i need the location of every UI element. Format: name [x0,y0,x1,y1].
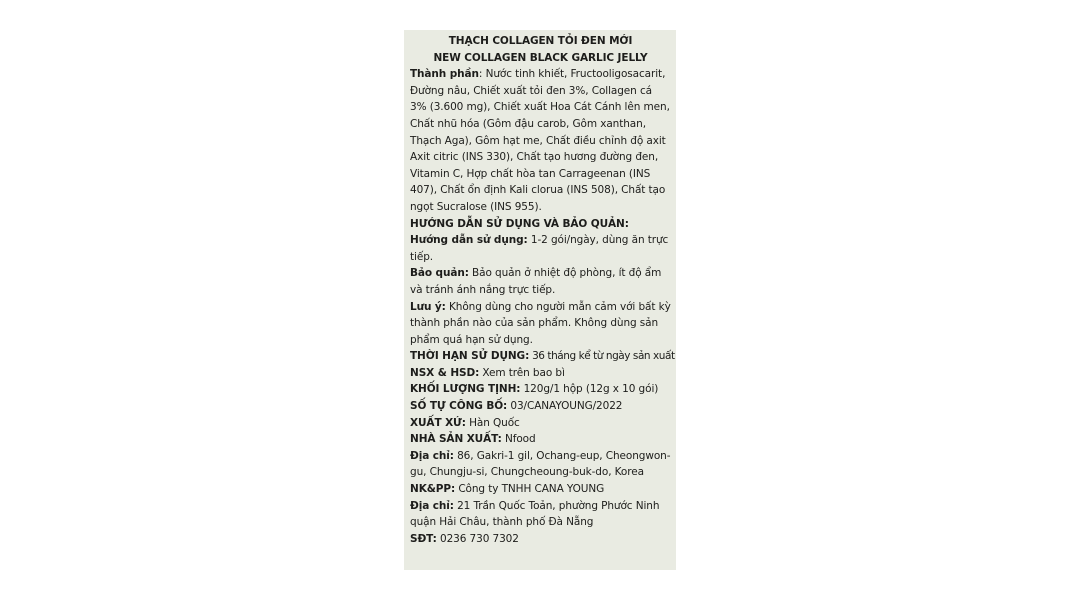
ingredients [410,66,671,215]
mfg-exp-text: Xem trên bao bì [479,366,565,379]
product-label [404,30,676,570]
manufacturer-address-text: 86, Gakri-1 gil, Ochang-eup, Cheongwon-gu, Chungju-si, Chungcheoung-buk-do, Korea [410,449,671,479]
net-weight-label: KHỐI LƯỢNG TỊNH: [410,383,521,396]
storage [410,265,671,298]
storage-label: Bảo quản: [410,267,469,280]
origin-label: XUẤT XỨ: [410,416,466,429]
note [410,299,671,349]
declaration-label: SỐ TỰ CÔNG BỐ: [410,400,508,413]
importer-label: NK&PP: [410,483,456,496]
manufacturer-label: NHÀ SẢN XUẤT: [410,433,502,446]
importer-address-label: Địa chỉ: [410,499,454,512]
title-english: NEW COLLAGEN BLACK GARLIC JELLY [433,51,648,64]
shelf-life-label: THỜI HẠN SỬ DỤNG: [410,350,530,363]
importer-address [410,498,671,531]
importer [410,481,671,498]
storage-text: Bảo quản ở nhiệt độ phòng, ít độ ẩm và tránh ánh nắng trực tiếp. [410,267,662,296]
ingredients-text: : Nước tinh khiết, Fructooligosacarit, Đường nâu, Chiết xuất tỏi đen 3%, Collagen cá 3% (3.600 mg), Chiết xuất Hoa Cát Cánh lên men, Chất nhũ hóa (Gôm đậu carob, Gôm xanthan, Thạch Aga), Gôm hạt me, Chất điều chỉnh độ axit Axit citric (INS 330), Chất tạo hương đường đen, Vitamin C, Hợp chất hòa tan Carrageenan (INS 407), Chất ổn định Kali clorua (INS 508), Chất tạo ngọt Sucralose (INS 955). [410,68,670,213]
manufacturer-text: Nfood [501,433,536,446]
usage-text: 1-2 gói/ngày, dùng ăn trực tiếp. [410,234,669,263]
mfg-exp-date [410,365,671,382]
instructions-heading: HƯỚNG DẪN SỬ DỤNG VÀ BẢO QUẢN: [410,217,629,230]
usage [410,232,671,265]
shelf-life [410,348,675,365]
manufacturer-address [410,448,671,481]
phone [410,531,671,548]
importer-text: Công ty TNHH CANA YOUNG [455,483,605,496]
manufacturer [410,431,671,448]
ingredients-label: Thành phần [410,68,479,81]
note-label: Lưu ý: [410,300,446,313]
manufacturer-address-label: Địa chỉ: [410,449,454,462]
origin [410,415,671,432]
phone-text: 0236 730 7302 [436,532,519,545]
mfg-exp-label: NSX & HSD: [410,366,480,379]
phone-label: SĐT: [410,532,437,545]
net-weight-text: 120g/1 hộp (12g x 10 gói) [520,383,659,396]
net-weight [410,381,671,398]
note-text: Không dùng cho người mẫn cảm với bất kỳ thành phần nào của sản phẩm. Không dùng sản phẩm quá hạn sử dụng. [410,300,671,346]
declaration-text: 03/CANAYOUNG/2022 [507,400,623,413]
origin-text: Hàn Quốc [465,416,520,429]
title-vietnamese: THẠCH COLLAGEN TỎI ĐEN MỚI [448,35,633,47]
declaration-number [410,398,671,415]
shelf-life-text: 36 tháng kể từ ngày sản xuất [529,350,675,363]
importer-address-text: 21 Trần Quốc Toản, phường Phước Ninh quận Hải Châu, thành phố Đà Nẵng [410,499,660,529]
usage-label: Hướng dẫn sử dụng: [410,234,528,247]
